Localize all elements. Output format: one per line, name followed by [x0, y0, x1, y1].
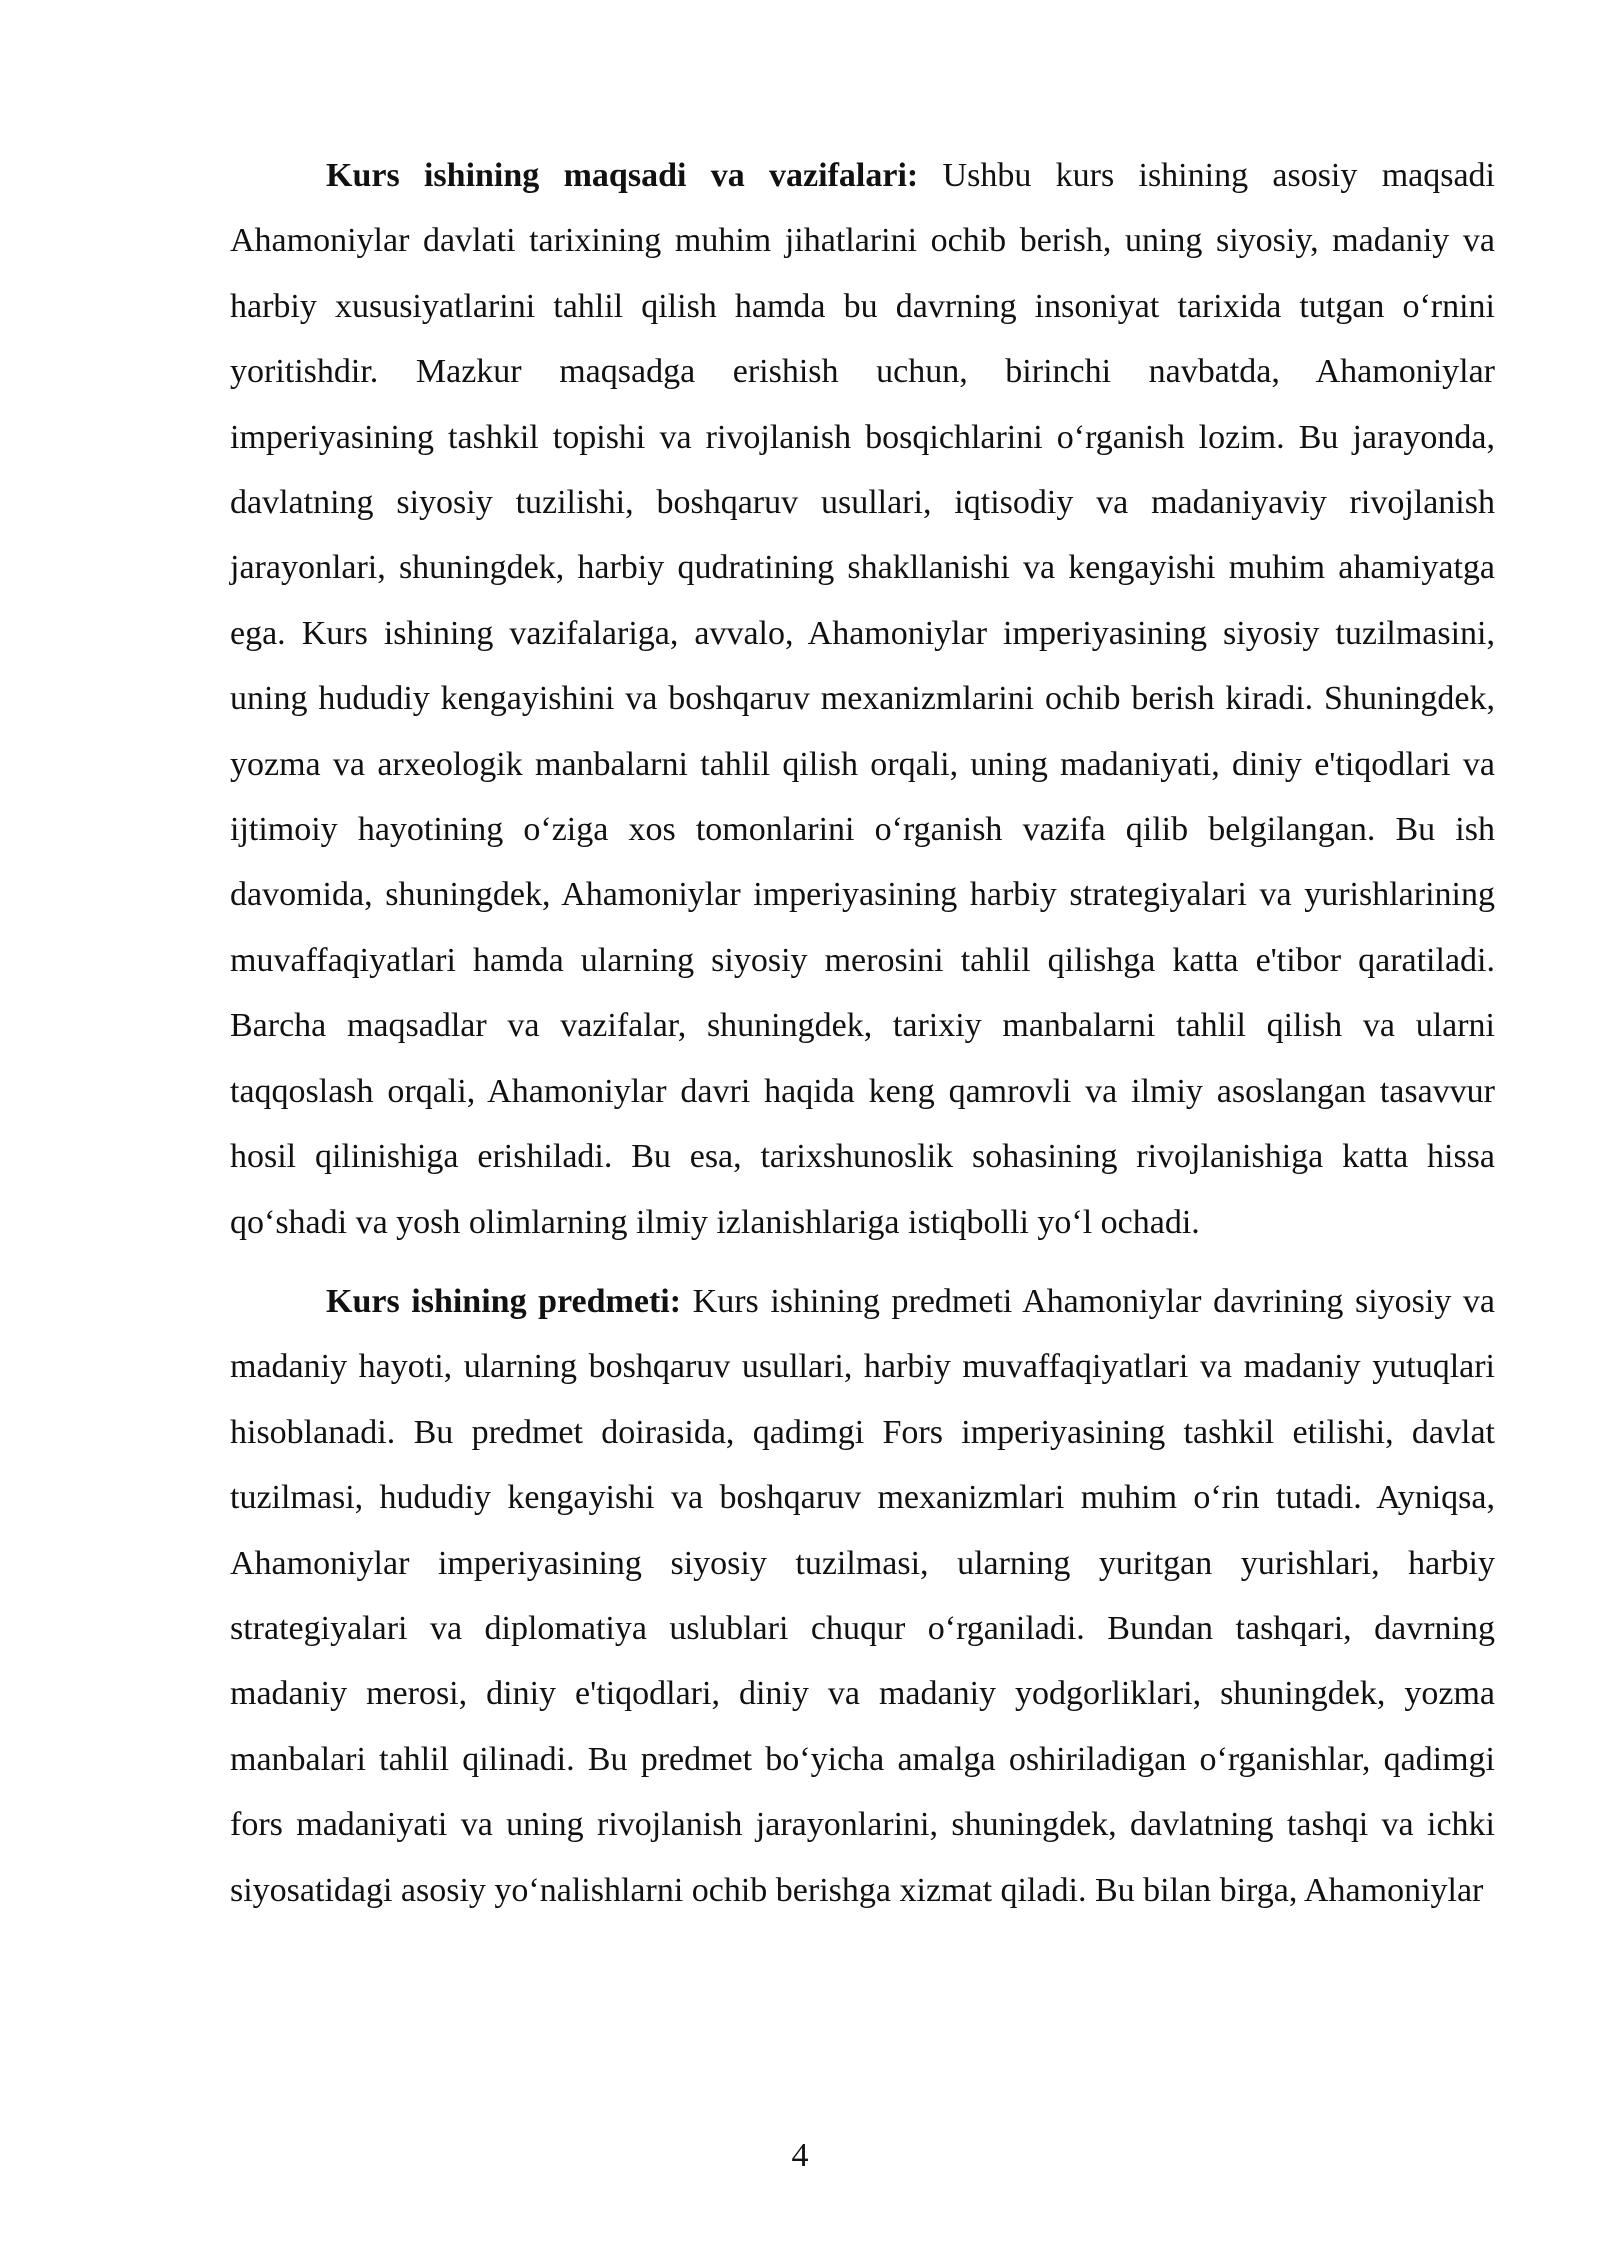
paragraph-heading: Kurs ishining maqsadi va vazifalari: [326, 157, 919, 194]
paragraph-text: Ushbu kurs ishining asosiy maqsadi Ahamoniylar davlati tarixining muhim jihatlarini ochib berish, uning siyosiy, madaniy va harbiy xususiyatlarini tahlil qilish hamda bu davrning insoniyat tarixida tutgan o‘rnini yoritishdir. Mazkur maqsadga erishish uchun, birinchi navbatda, Ahamoniylar imperiyasining tashkil topishi va rivojlanish bosqichlarini o‘rganish lozim. Bu jarayonda, davlatning siyosiy tuzilishi, boshqaruv usullari, iqtisodiy va madaniyaviy rivojlanish jarayonlari, shuningdek, harbiy qudratining shakllanishi va kengayishi muhim ahamiyatga ega. Kurs ishining vazifalariga, avvalo, Ahamoniylar imperiyasining siyosiy tuzilmasini, uning hududiy kengayishini va boshqaruv mexanizmlarini ochib berish kiradi. Shuningdek, yozma va arxeologik manbalarni tahlil qilish orqali, uning madaniyati, diniy e'tiqodlari va ijtimoiy hayotining o‘ziga xos tomonlarini o‘rganish vazifa qilib belgilangan. Bu ish davomida, shuningdek, Ahamoniylar imperiyasining harbiy strategiyalari va yurishlarining muvaffaqiyatlari hamda ularning siyosiy merosini tahlil qilishga katta e'tibor qaratiladi. Barcha maqsadlar va vazifalar, shuningdek, tarixiy manbalarni tahlil qilish va ularni taqqoslash orqali, Ahamoniylar davri haqida keng qamrovli va ilmiy asoslangan tasavvur hosil qilinishiga erishiladi. Bu esa, tarixshunoslik sohasining rivojlanishiga katta hissa qo‘shadi va yosh olimlarning ilmiy izlanishlariga istiqbolli yo‘l ochadi. [230, 157, 1495, 1241]
document-body [230, 143, 1495, 1937]
paragraph-heading: Kurs ishining predmeti: [326, 1282, 682, 1320]
page-number: 4 [791, 2137, 809, 2174]
paragraph-subject [230, 1269, 1495, 1923]
paragraph-goals-and-tasks [230, 143, 1495, 1255]
paragraph-text: Kurs ishining predmeti Ahamoniylar davrining siyosiy va madaniy hayoti, ularning boshqaruv usullari, harbiy muvaffaqiyatlari va madaniy yutuqlari hisoblanadi. Bu predmet doirasida, qadimgi Fors imperiyasining tashkil etilishi, davlat tuzilmasi, hududiy kengayishi va boshqaruv mexanizmlari muhim o‘rin tutadi. Ayniqsa, Ahamoniylar imperiyasining siyosiy tuzilmasi, ularning yuritgan yurishlari, harbiy strategiyalari va diplomatiya uslublari chuqur o‘rganiladi. Bundan tashqari, davrning madaniy merosi, diniy e'tiqodlari, diniy va madaniy yodgorliklari, shuningdek, yozma manbalari tahlil qilinadi. Bu predmet bo‘yicha amalga oshiriladigan o‘rganishlar, qadimgi fors madaniyati va uning rivojlanish jarayonlarini, shuningdek, davlatning tashqi va ichki siyosatidagi asosiy yo‘nalishlarni ochib berishga xizmat qiladi. Bu bilan birga, Ahamoniylar [230, 1282, 1495, 1909]
